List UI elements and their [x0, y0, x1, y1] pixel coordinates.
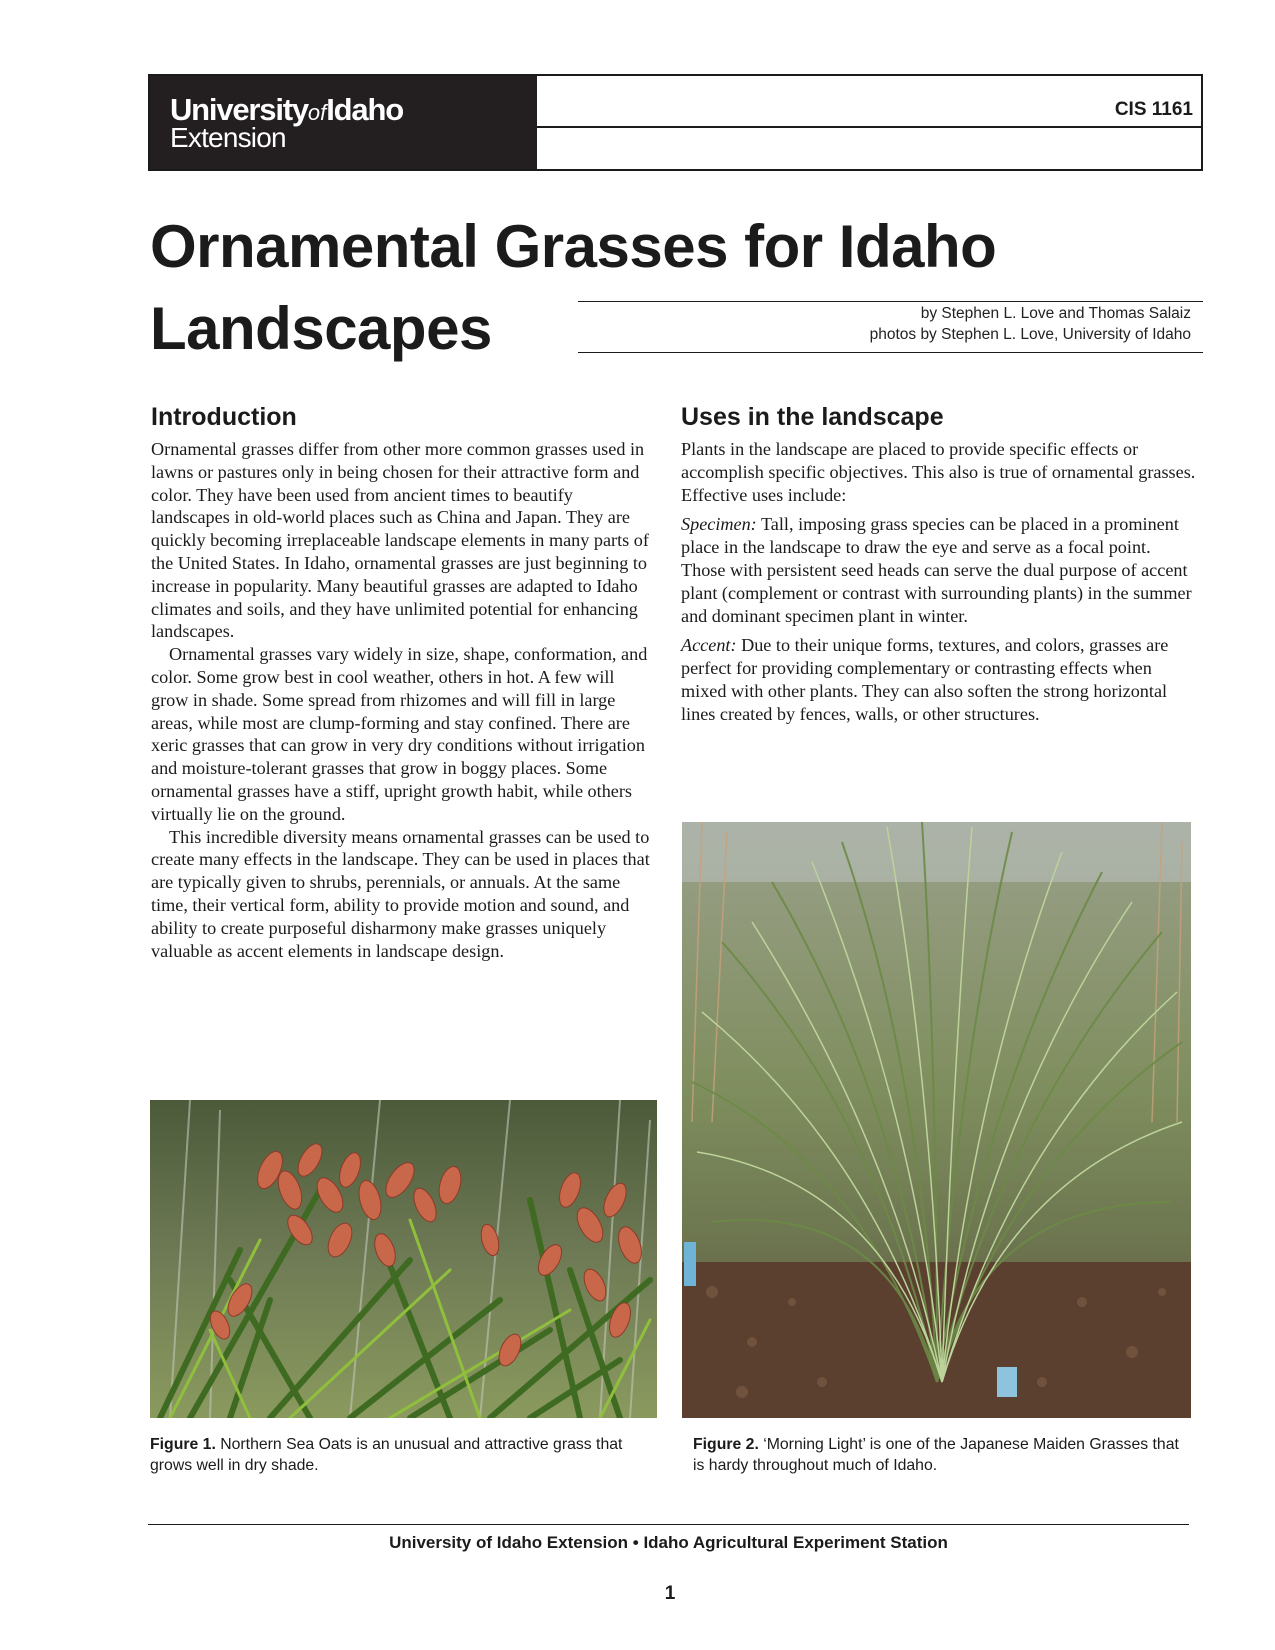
byline: [578, 301, 1203, 353]
university-of-idaho-extension-logo: [150, 76, 537, 169]
header-banner: [148, 74, 1203, 171]
byline-photos: photos by Stephen L. Love, University of Idaho: [869, 326, 1191, 343]
introduction-paragraph-3: This incredible diversity means ornamental grasses can be used to create many effects in the landscape. They can be used in places that are typically given to shrubs, perennials, or annuals. At the same time, their vertical form, ability to provide motion and sound, and ability to create purposeful disharmony make grasses uniquely valuable as accent elements in landscape design.: [151, 826, 650, 961]
logo-extension: Extension: [170, 122, 286, 153]
uses-section: [681, 400, 1196, 733]
morning-light-grass-image: [682, 822, 1191, 1418]
footer-text: University of Idaho Extension • Idaho Agricultural Experiment Station: [389, 1533, 948, 1552]
publication-number: CIS 1161: [1114, 99, 1193, 120]
figure-1-photo: [150, 1100, 657, 1418]
plant-label-sign: [684, 1242, 696, 1286]
uses-heading: Uses in the landscape: [681, 403, 944, 431]
figure-1-caption: Figure 1. Northern Sea Oats is an unusual and attractive grass that grows well in dry shade.: [150, 1436, 623, 1474]
uses-intro: Plants in the landscape are placed to provide specific effects or accomplish specific objectives. This also is true of ornamental grasses. Effective uses include:: [681, 439, 1196, 505]
uses-item-accent: Accent: Due to their unique forms, textures, and colors, grasses are perfect for providing complementary or contrasting effects when mixed with other plants. They can also soften the strong horizontal lines created by fences, walls, or other structures.: [681, 635, 1169, 724]
banner-divider: [537, 126, 1201, 128]
introduction-heading: Introduction: [151, 403, 297, 431]
uses-item-lead: Accent:: [681, 635, 737, 656]
byline-authors: by Stephen L. Love and Thomas Salaiz: [920, 305, 1191, 322]
figure-2-caption: Figure 2. ‘Morning Light’ is one of the Japanese Maiden Grasses that is hardy throughout much of Idaho.: [693, 1436, 1179, 1474]
footer-divider: [148, 1524, 1189, 1525]
title-line-2: Landscapes: [150, 295, 492, 362]
page-number: 1: [664, 1583, 676, 1604]
logo-wordmark: UniversityofIdaho: [170, 92, 403, 127]
plant-label-sign: [997, 1367, 1017, 1397]
title-line-1: Ornamental Grasses for Idaho: [150, 213, 997, 280]
introduction-section: [151, 400, 651, 962]
introduction-paragraph-1: Ornamental grasses differ from other more common grasses used in lawns or pastures only in being chosen for their attractive form and color. They have been used from ancient times to beautify landscapes in old-world places such as China and Japan. They are quickly becoming irreplaceable landscape elements in many parts of the United States. In Idaho, ornamental grasses are just beginning to increase in popularity. Many beautiful grasses are adapted to Idaho climates and soils, and they have unlimited potential for enhancing landscapes.: [151, 439, 649, 642]
figure-2-photo: [682, 822, 1191, 1418]
uses-item-lead: Specimen:: [681, 514, 757, 535]
uses-item-specimen: Specimen: Tall, imposing grass species can be placed in a prominent place in the landscape to draw the eye and serve as a focal point. Those with persistent seed heads can serve the dual purpose of accent plant (complement or contrast with surrounding plants) in the summer and dominant specimen plant in winter.: [681, 514, 1192, 626]
introduction-paragraph-2: Ornamental grasses vary widely in size, shape, conformation, and color. Some grow best in cool weather, others in hot. A few will grow in shade. Some spread from rhizomes and will fill in large areas, while most are clump-forming and stay confined. There are xeric grasses that can grow in very dry conditions without irrigation and moisture-tolerant grasses that grow in boggy places. Some ornamental grasses have a stiff, upright growth habit, while others virtually lie on the ground.: [151, 644, 648, 824]
northern-sea-oats-image: [150, 1100, 657, 1418]
